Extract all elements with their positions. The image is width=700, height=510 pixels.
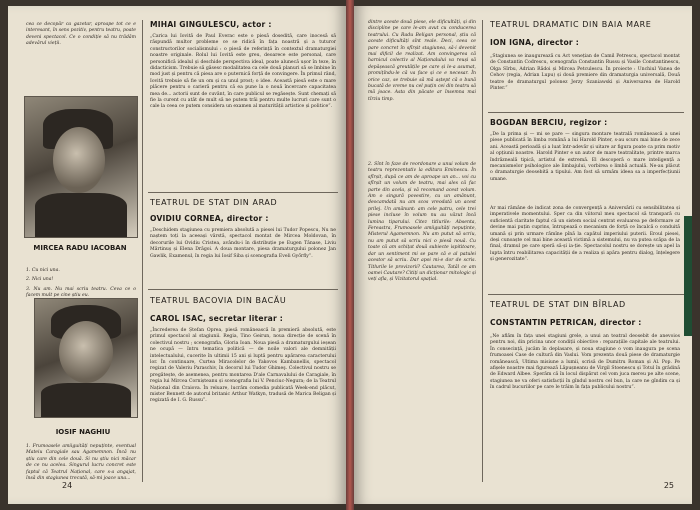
notes-naghiu: 1. Frumoasele amiiguități nepuținte, eventual Mateiu Caragiale sau Agamemnon. Încă nu știu care din cele două. Si nu știu nici măcar de ce nu acelea. Singurul lucru concret este faptul că Teatrul Național, care s-a angajat, însă din stagiunea trecută, să-mi joace una...: [26, 444, 136, 482]
interview-head-cornea: OVIDIU CORNEA, director :: [150, 214, 269, 223]
interview-head-berciu: BOGDAN BERCIU, regizor :: [490, 118, 608, 127]
interview-head-gingulescu: MIHAI GINGULESCU, actor :: [150, 20, 272, 29]
page-number-right: 25: [663, 481, 674, 490]
caption-naghiu: IOSIF NAGHIU: [55, 428, 111, 436]
section-title-baia-mare: TEATRUL DRAMATIC DIN BAIA MARE: [490, 20, 652, 29]
naghiu-continued-1: dintre aceste două piese, ele dificultăți, și din discipline pe care le-am avut cu conducerea teatrului. Cu Radu Beligan personal, știu că aceste dificultăți sînt reale. Deci, ceea ce pare concret în sfîrșit stagiunea, să-i devenit mai dificil de realizat. Am convingerea că harnicul colectiv al Naționalului va reuși să depășească greutățile pe care și le-a asumat, promițîndu-le că va face și ce e necesar. În orice caz, se trebuie să mă aștept că o bună bucată de vreme nu cel puțin cei din teatru să mă joace. Asta din păcate ar însemna mai tîrziu timp.: [368, 20, 476, 102]
quote-top: cea ce decopăr ca gazetar, aproape tot ce e interesant, în sens pozitiv, pentru teatru, poate deveni spectacol. Ce o condiție să nu trădăm adevărul vieții.: [26, 22, 136, 47]
interview-text-isac: „Încrederea de Ștefan Oprea, piesă românească în premieră absolută, este primul spectacol al stagiunii. Regia, Tino Geirun, noua direcție de scenă în colectivul nostru ; scenografia, Gloria Ioan. Noua piesă a dramaturgului ieșean ne ocupă — întru tematica politică — de noile valori ale demnității intelectualului, cucerite în ultimii 15 ani și luptă pentru apărarea caracterului lor. În continuare, Curtea Miracolelor de Yakovos Kambanellis, spectacol regizat de Valeriu Paraschiv, în decorul lui Tudor Ghimeş. Colectivul nostru se pregătește, de asemenea, pentru montarea D'ale Carnavalului de Caragiale, în regia lui Mircea Cornișteanu și scenografia lui V. Penciuc-Negura; de la Teatrul Național din Craiova. În reluare, lucrăm comedia publicată Week-end plăcut, mister Bennett de autorul britanic Arthur Watkyn, tradusă de Marica Beligan și regizată de I. G. Russu”.: [150, 328, 336, 404]
divider: [148, 192, 338, 193]
section-title-birlad: TEATRUL DE STAT DIN BÎRLAD: [490, 300, 626, 309]
note-2: 2. Nici una!: [26, 277, 54, 283]
interview-text-petrican: „Ne aflăm în fața unei stagiuni grele, a unui an teatral deosebit de anevoios pentru noi, din pricina unor condiții obiective : reparațiile capitale ale teatrului. În consecință, jucăm în deplasare, și noua stagiune o vom inaugura pe scena frumoasei Case de cultură din Vaslui. Vom prezenta două piese de dramaturgie românească, Ultima misiune a lumii, scrisă de Dumitru Roman și Al. Pop. Pe afișele noastre mai figurează Lăpușneanu de Virgil Stoenescu și Totul în grădină de Edward Albee. Sperăm că în locul dispărut cel vom juca mereu pe alte scene, stagiunea ne va oferi satisfacții în gîndul nostru cel bun, la care ne gîndim ca și în cadrul bucuriilor pe care le trăim în fața publicului nostru”.: [490, 334, 680, 391]
column-divider: [482, 20, 483, 482]
page-number-left: 24: [62, 481, 73, 490]
naghiu-continued-2: 2. Sînt în faze de reordonare a unui volum de teatru reprezentativ la editura Eminescu. În sfîrșit, după ce am de aproape un an... voi cu sfîrșit un volum de teatru, mai ales că fac parte din acela, și vă recomand acest volum. Am o singură povestire, cu un amănunt, deocamdată nu am scos vreodată un acest prilej. Un amănunt: am cele patru, cele trei piese incluse în volum nu au văzut încă lumina tiparului. Citez titlurile: Absenta, Fereastra, Frumoasele amiiguități nepuținte, Misterul Agamemnon. Nu am putut să scriu, nu am putut să scriu nici o piesă nouă. Cu toate că am schițat două subiecte ispititoare, dar un sentiment mi se pare că e al patulei acestor să scriu. Dar apoi mi-e dor de scris. Titlurile le provizorii? Cautarea, Tatăl ce am oamei Cautare? Citiți un dicționar mitologic și veți afla, și Vizitatorul spațial.: [368, 162, 476, 283]
book-gutter: [346, 0, 354, 510]
section-title-arad: TEATRUL DE STAT DIN ARAD: [150, 198, 278, 207]
interview-text-berciu: „De la prima și — mi se pare — singura montare teatrală românească a unei piese publicată în limba română a lui Harold Pinter, s-au scurs mai bine de zece ani. Această perioadă și a luat într-adevăr și uitare ar figura poate ca prim motiv al opțiunii noastre. Harold Pinter e un autor de mare teatralitate, printre marca îndrăzneală tipică, artistul de extremă. El descoperă o mare inteligență a mecanismelor psihologice ale limbajului, vorbirea o limbă actuală. Ne-au plăcut o dramaturgie deosebită a tipului. Am fost să urmăm ideea sa a imperfecțiunii umane.: [490, 132, 680, 182]
interview-text-igna: „Stagiunea se inaugurează cu Act venețian de Camil Petrescu, spectacol montat de Constantin Codrescu, scenografia Constantin Russu și Vasile Constantinescu, Olga Sîrbu, Adrian Rădoi și Mircea Petculescu. În proiecte : Unchiul Vanea de Cehov (regia, Adrian Lupu) și două premiere din dramaturgia universală, Două teatre de dramaturgul polonez Jerzy Szaniawski și Aniversarea de Harold Pinter.”: [490, 54, 680, 92]
bookmark-ribbon: [684, 216, 692, 336]
interview-text-cornea: „Deschidem stagiunea cu premiera absolută a piesei lui Tudor Popescu, Nu ne naștem toți la aceeași vârstă, spectacol montat de Mircea Moldovan, în decorurile lui Ovidiu Cristea, avându-i în distribuție pe Eugen Tănase, Liviu Mărtinuș și Elena Drăgoi. A doua montare, piesa dramaturgului polonez Jan Gawlik, Examenul, în regia lui Iosif Siba și scenografia Eveli Győrfly”.: [150, 228, 336, 259]
column-divider: [142, 20, 143, 482]
portrait-photo-iacoban: [24, 96, 138, 238]
divider: [488, 112, 684, 113]
interview-head-petrican: CONSTANTIN PETRICAN, director :: [490, 318, 642, 327]
interview-text-gingulescu: „Carica lui Iovită de Paul Everac este o piesă dosedită, care inocesă să răspundă multor probleme ce se ridică în fața noastră și a tuturor constructorilor socialismului : o piesă de referință în contextul dramaturgiei noastre originale. Rolul lui Iovită este greu, deoarece este personal, care personifică idealul și deschide perspectiva ideal, poate alunecă ușor în teze, în didacticism. Trebuie să găsesc modalitatea ca cele două planuri să se îmbine în mod just și pentru că piesa are o puternică forță de convingere. În primul rând, Iovită trebuie să fie un om și ca unul prost; o idee. Această piesă este o mare plăcere pentru o carieră pentru că ea pune la o nouă încercare capacitatea mea de... actorii sunt de cuvânt, în care publicul se regăsește. Sunt chemați să fie la curent cu atât de mult să ne putem trăi pentru multe lucruri care sunt o cale la ceea ce putem considera un examen al maturității artistice și politice”.: [150, 34, 336, 110]
section-title-bacau: TEATRUL BACOVIA DIN BACĂU: [150, 296, 287, 305]
interview-head-igna: ION IGNA, director :: [490, 38, 579, 47]
right-page: [354, 6, 692, 504]
note-1: 1. Cu nici una.: [26, 268, 60, 273]
divider: [488, 294, 684, 295]
left-page: [8, 6, 346, 504]
interview-text-berciu-2: Ar mai rămâne de indicat zona de convergență a Aniversării cu sensibilitatea și imperativele momentului. Sper ca din viitorul meu spectacol să transpară cu suficientă claritate faptul că un sistem social centrat evaluarea pe deformare ar devine mai puțin cuprins, întrupează o mecanism de forță ce încalcă o conduită umană și prin urmare rămîne pînă la capătul imperiului puterii. Eroul piesei, deși cunoaște cel mai bine această victimă a sistemului, nu va putea scăpa de la final, dramul pe care speră să-și ia-ție. Spectacolul nostru se dorește un apel la lupta întru reabilitarea capacității de a realiza și apăra pentru dialog, înțelegere și generozitate”.: [490, 206, 680, 263]
interview-head-isac: CAROL ISAC, secretar literar :: [150, 314, 283, 323]
divider: [148, 289, 338, 290]
portrait-photo-naghiu: [34, 298, 138, 418]
note-3: 3. Nu am. Nu mai scriu teatru. Ceva ce o facem mult pe cine știu eu.: [26, 286, 136, 299]
caption-iacoban: MIRCEA RADU IACOBAN: [33, 244, 127, 252]
